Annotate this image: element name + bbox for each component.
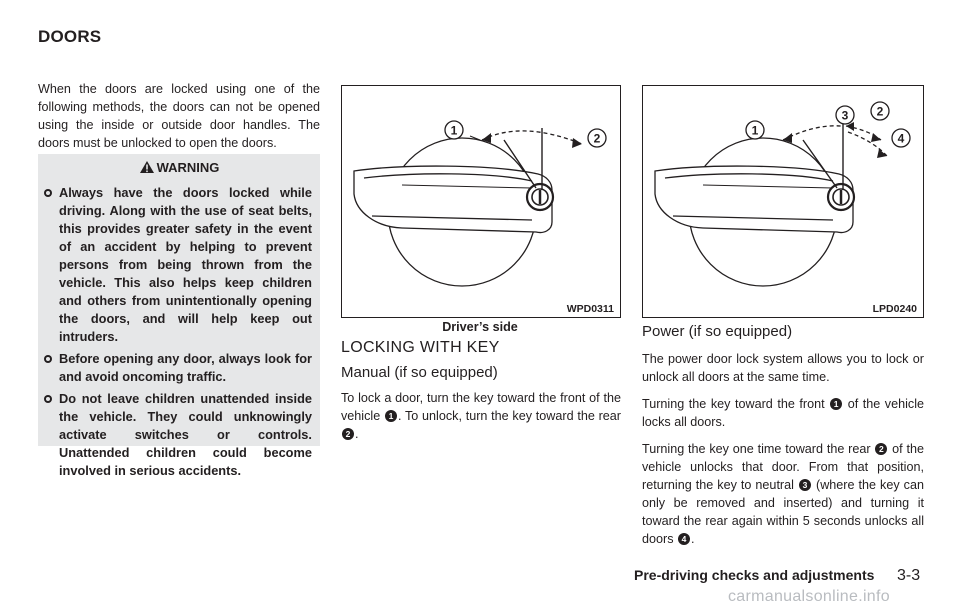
warning-list	[38, 184, 312, 484]
callout-1	[445, 121, 463, 139]
section-title: DOORS	[38, 27, 102, 46]
svg-text:3: 3	[841, 108, 849, 123]
footer-page-number: 3-3	[897, 567, 921, 584]
svg-text:1: 1	[450, 123, 458, 138]
figure-code: LPD0240	[872, 303, 917, 315]
text-run: . To unlock, turn the key toward the rear	[397, 409, 621, 423]
svg-text:4: 4	[897, 131, 905, 146]
warning-item-text: Before opening any door, always look for and avoid oncoming traffic.	[59, 351, 312, 384]
power-section	[642, 350, 924, 557]
manual-heading: Manual (if so equipped)	[341, 364, 498, 381]
warning-triangle-icon	[139, 160, 155, 174]
number-1-icon: 1	[385, 410, 397, 422]
callout-1	[746, 121, 764, 139]
power-paragraph-1: The power door lock system allows you to lock or unlock all doors at the same time.	[642, 352, 924, 384]
watermark: carmanualsonline.info	[728, 588, 890, 605]
svg-text:2: 2	[876, 104, 884, 119]
svg-text:2: 2	[593, 131, 601, 146]
callout-2	[871, 102, 889, 120]
door-handle-illustration	[342, 86, 620, 317]
warning-heading	[38, 160, 320, 175]
warning-box	[38, 154, 320, 478]
footer-chapter: Pre-driving checks and adjustments	[634, 567, 875, 583]
svg-text:1: 1	[751, 123, 759, 138]
manual-paragraph	[341, 389, 621, 443]
warning-item	[38, 184, 312, 346]
text-run: Turning the key toward the front	[642, 397, 830, 411]
number-1-icon: 1	[830, 398, 842, 410]
warning-item	[38, 390, 312, 480]
text-run: (where the key can only be removed and inserted) and turning it toward the rear again within 5 seconds unlocks all doors	[642, 478, 924, 546]
door-handle-illustration	[643, 86, 923, 317]
text-run: To lock a door, turn the key toward the front of the vehicle	[341, 391, 621, 423]
power-heading: Power (if so equipped)	[642, 323, 793, 340]
intro-paragraph: When the doors are locked using one of the following methods, the doors can not be opened using the inside or outside door handles. The doors must be unlocked to open the doors.	[38, 82, 320, 150]
power-paragraph-2	[642, 395, 924, 431]
text-run: of the vehicle locks all doors.	[642, 397, 924, 429]
number-4-icon: 4	[678, 533, 690, 545]
warning-item-text: Always have the doors locked while driving. Along with the use of seat belts, this provides greater safety in the event of an accident by helping to prevent persons from being thrown from the vehicle. This also helps keep children and others from unintentionally opening the doors, and will help keep out intruders.	[59, 185, 312, 344]
warning-item	[38, 350, 312, 386]
text-run: .	[691, 532, 695, 546]
callout-2	[588, 129, 606, 147]
text-run: .	[355, 427, 359, 441]
callout-3	[836, 106, 854, 124]
callout-4	[892, 129, 910, 147]
figure-caption: Driver’s side	[442, 320, 518, 334]
figure-driver-side	[341, 85, 621, 318]
warning-item-text: Do not leave children unattended inside the vehicle. They could unknowingly activate switches or controls. Unattended children could become involved in serious accidents.	[59, 391, 312, 478]
warning-title: WARNING	[156, 160, 220, 175]
figure-power-lock	[642, 85, 924, 318]
figure-code: WPD0311	[566, 303, 614, 315]
text-run: of the vehicle unlocks that door. From that position, returning the key to neutral	[642, 442, 924, 492]
text-run: Turning the key one time toward the rear	[642, 442, 875, 456]
bullet-icon	[44, 395, 52, 403]
number-2-icon: 2	[342, 428, 354, 440]
number-3-icon: 3	[799, 479, 811, 491]
bullet-icon	[44, 355, 52, 363]
power-paragraph-3	[642, 440, 924, 548]
locking-heading: LOCKING WITH KEY	[341, 339, 500, 356]
number-2-icon: 2	[875, 443, 887, 455]
bullet-icon	[44, 189, 52, 197]
